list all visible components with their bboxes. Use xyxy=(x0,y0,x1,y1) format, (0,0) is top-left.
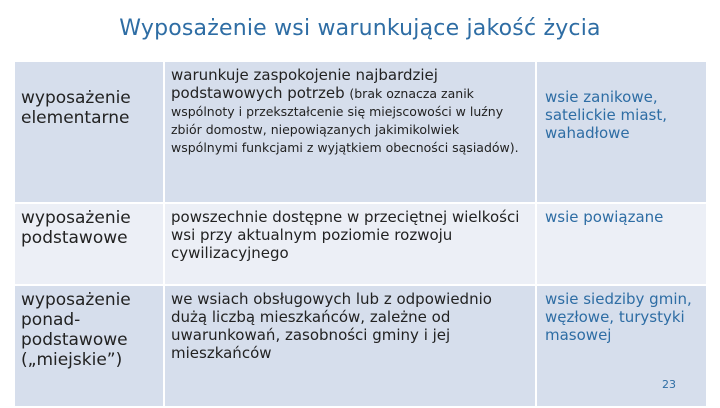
village-types-label: wsie powiązane xyxy=(545,208,664,226)
description-main: warunkuje zaspokojenie najbardziej podstawowych potrzeb xyxy=(171,66,438,102)
description-cell xyxy=(165,204,537,286)
description-main: we wsiach obsługowych lub z odpowiednio dużą liczbą mieszkańców, zależne od uwarunkowań, zasobności gminy i jej mieszkańców xyxy=(171,290,492,362)
category-cell xyxy=(15,286,165,408)
category-label: wyposażenie podstawowe xyxy=(21,208,131,248)
page-number: 23 xyxy=(662,378,676,391)
equipment-table xyxy=(15,62,708,408)
description-cell xyxy=(165,62,537,204)
category-cell xyxy=(15,62,165,204)
category-cell xyxy=(15,204,165,286)
table-row xyxy=(15,286,708,408)
description-note: (brak oznacza zanik wspólnoty i przekształcenie się miejscowości w luźny zbiór domostw, niepowiązanych jakimikolwiek wspólnymi funkcjami z wyjątkiem obecności sąsiadów). xyxy=(171,86,519,155)
description-cell xyxy=(165,286,537,408)
village-types-cell xyxy=(537,286,708,408)
village-types-cell xyxy=(537,204,708,286)
village-types-label: wsie siedziby gmin, węzłowe, turystyki masowej xyxy=(545,290,692,344)
category-sublabel: („miejskie”) xyxy=(21,350,123,370)
table-row xyxy=(15,62,708,204)
village-types-label: wsie zanikowe, satelickie miast, wahadłowe xyxy=(545,88,667,142)
category-label: wyposażenie elementarne xyxy=(21,88,131,128)
category-label: wyposażenie ponad-podstawowe xyxy=(21,290,131,350)
table-row xyxy=(15,204,708,286)
description-main: powszechnie dostępne w przeciętnej wielkości wsi przy aktualnym poziomie rozwoju cywilizacyjnego xyxy=(171,208,520,262)
slide-title: Wyposażenie wsi warunkujące jakość życia xyxy=(119,16,601,41)
village-types-cell xyxy=(537,62,708,204)
